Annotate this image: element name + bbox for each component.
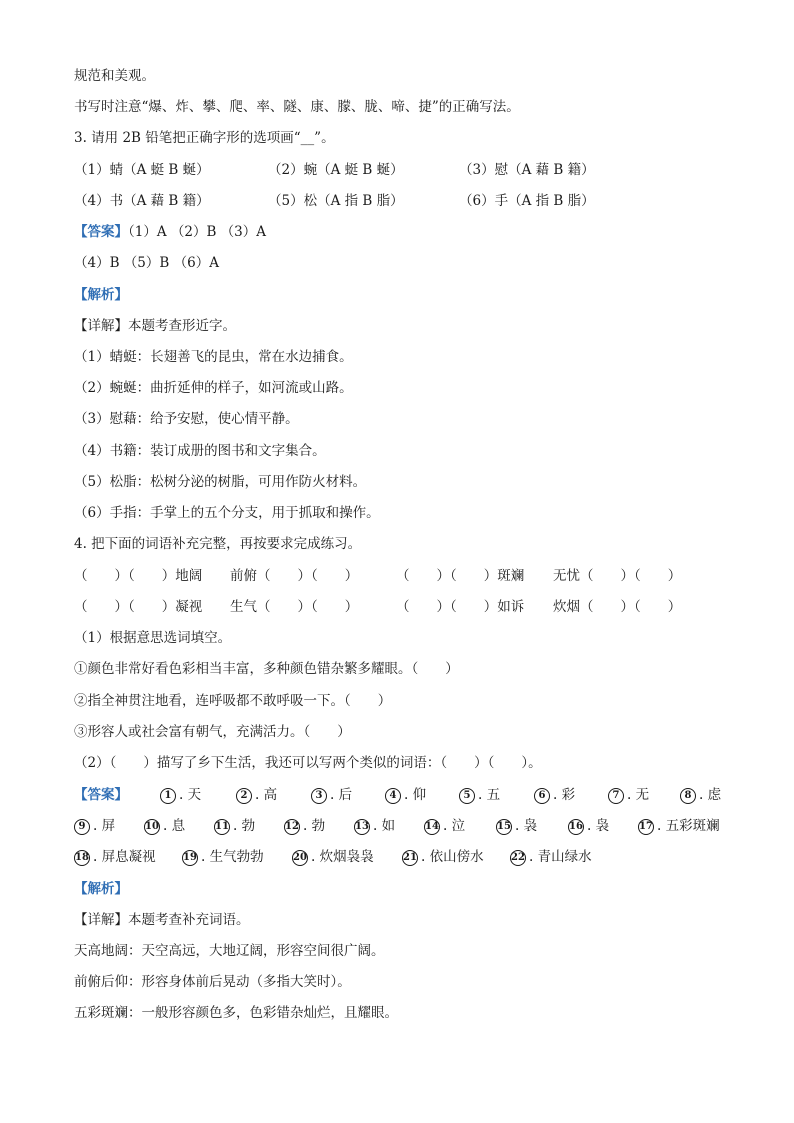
circled-number: 11 [214, 819, 230, 835]
answer-tag: 【答案】 [74, 224, 128, 240]
detail-tag: 【详解】 [74, 318, 128, 334]
q4-sentence: ②指全神贯注地看，连呼吸都不敢呼吸一下。（ ） [74, 693, 392, 709]
circled-number: 9 [74, 819, 90, 835]
q4-blank-word: （ ）（ ）如诉 [396, 599, 525, 615]
answer-word: . 五彩斑斓 [657, 818, 720, 834]
answer-word: . 青山绿水 [529, 849, 592, 865]
q4-blank-word: 前俯（ ）（ ） [230, 568, 359, 584]
circled-number: 5 [459, 788, 475, 804]
q4-sentence: ③形容人或社会富有朝气，充满活力。（ ） [74, 724, 351, 740]
answer-word: . 仰 [404, 787, 427, 803]
circled-number: 1 [160, 788, 176, 804]
answer-item [292, 848, 374, 866]
circled-number: 20 [292, 850, 308, 866]
answer-item [284, 817, 325, 835]
circled-number: 17 [638, 819, 654, 835]
answer-item [311, 786, 352, 804]
q4-detail [74, 911, 250, 929]
circled-number: 19 [182, 850, 198, 866]
answer-item [214, 817, 255, 835]
answer-word: . 屏 [93, 818, 116, 834]
answer-item [568, 817, 609, 835]
detail-line: 前俯后仰：形容身体前后晃动（多指大笑时）。 [74, 974, 351, 990]
q4-blank-word: （ ）（ ）斑斓 [396, 568, 525, 584]
answer-item [459, 786, 500, 804]
circled-number: 6 [534, 788, 550, 804]
detail-line: （5）松脂：松树分泌的树脂，可用作防火材料。 [74, 474, 367, 490]
q4-blank-word: 生气（ ）（ ） [230, 599, 359, 615]
answer-word: . 彩 [553, 787, 576, 803]
circled-number: 3 [311, 788, 327, 804]
detail-line: 天高地阔：天空高远，大地辽阔，形容空间很广阔。 [74, 943, 385, 959]
q4-blank-word: （ ）（ ）凝视 [74, 599, 203, 615]
circled-number: 18 [74, 850, 90, 866]
answer-word: . 天 [179, 787, 202, 803]
answer-item [144, 817, 185, 835]
q3-option: （1）蜻（A 蜓 B 蜒） [74, 162, 210, 178]
answer-tag: 【答案】 [74, 787, 128, 803]
answer-item [385, 786, 426, 804]
q4-sentence: ①颜色非常好看色彩相当丰富，多种颜色错杂繁多耀眼。（ ） [74, 661, 459, 677]
circled-number: 7 [608, 788, 624, 804]
detail-line: （4）书籍：装订成册的图书和文字集合。 [74, 443, 326, 459]
answer-word: . 后 [330, 787, 353, 803]
circled-number: 13 [354, 819, 370, 835]
circled-number: 8 [680, 788, 696, 804]
answer-item [354, 817, 395, 835]
answer-word: . 袅 [515, 818, 538, 834]
q3-answer-line-2: （4）B （5）B （6）A [74, 255, 219, 271]
detail-tag: 【详解】 [74, 912, 128, 928]
answer-word: . 高 [255, 787, 278, 803]
question-4-stem: 4. 把下面的词语补充完整，再按要求完成练习。 [74, 536, 362, 552]
answer-word: . 如 [373, 818, 396, 834]
answer-item [496, 817, 537, 835]
q3-option: （4）书（A 藉 B 籍） [74, 193, 210, 209]
answer-word: . 袅 [587, 818, 610, 834]
question-3-stem: 3. 请用 2B 铅笔把正确字形的选项画“__”。 [74, 130, 335, 146]
answer-word: . 泣 [443, 818, 466, 834]
answer-word: . 无 [627, 787, 650, 803]
text-line: 书写时注意“爆、炸、攀、爬、率、隧、康、朦、胧、啼、捷”的正确写法。 [74, 99, 520, 115]
answer-item [510, 848, 592, 866]
circled-number: 2 [236, 788, 252, 804]
q4-blank-word: 无忧（ ）（ ） [553, 568, 682, 584]
detail-line: （1）蜻蜓：长翅善飞的昆虫，常在水边捕食。 [74, 349, 353, 365]
answer-word: . 炊烟袅袅 [311, 849, 374, 865]
answer-item [638, 817, 720, 835]
answer-word: . 虑 [699, 787, 722, 803]
analysis-tag: 【解析】 [74, 881, 128, 897]
q4-sub-question-1: （1）根据意思选词填空。 [74, 630, 232, 646]
circled-number: 16 [568, 819, 584, 835]
answer-item [608, 786, 649, 804]
answer-item [160, 786, 201, 804]
detail-intro: 本题考查形近字。 [128, 318, 236, 334]
answer-word: . 息 [163, 818, 186, 834]
circled-number: 10 [144, 819, 160, 835]
detail-line: 五彩斑斓：一般形容颜色多，色彩错杂灿烂，且耀眼。 [74, 1005, 398, 1021]
q3-option: （5）松（A 指 B 脂） [268, 193, 404, 209]
answer-word: . 生气勃勃 [201, 849, 264, 865]
answer-word: . 五 [478, 787, 501, 803]
circled-number: 4 [385, 788, 401, 804]
analysis-tag: 【解析】 [74, 287, 128, 303]
circled-number: 15 [496, 819, 512, 835]
answer-word: . 屏息凝视 [93, 849, 156, 865]
detail-line: （2）蜿蜒：曲折延伸的样子，如河流或山路。 [74, 380, 353, 396]
q3-option: （2）蜿（A 蜓 B 蜒） [268, 162, 404, 178]
answer-item [424, 817, 465, 835]
text-line: 规范和美观。 [74, 68, 155, 84]
q3-option: （3）慰（A 藉 B 籍） [459, 162, 595, 178]
answer-item [74, 817, 115, 835]
q3-detail [74, 317, 236, 335]
q4-blank-word: 炊烟（ ）（ ） [553, 599, 682, 615]
answer-text: （1）A （2）B （3）A [128, 224, 267, 240]
answer-item [402, 848, 484, 866]
answer-item [182, 848, 264, 866]
detail-intro: 本题考查补充词语。 [128, 912, 250, 928]
answer-word: . 依山傍水 [421, 849, 484, 865]
q4-sub-question-2: （2）（ ）描写了乡下生活，我还可以写两个类似的词语：（ ）（ ）。 [74, 755, 542, 771]
answer-item [534, 786, 575, 804]
answer-item [74, 848, 156, 866]
circled-number: 14 [424, 819, 440, 835]
answer-word: . 勃 [303, 818, 326, 834]
detail-line: （6）手指：手掌上的五个分支，用于抓取和操作。 [74, 505, 380, 521]
answer-word: . 勃 [233, 818, 256, 834]
circled-number: 22 [510, 850, 526, 866]
q3-answer [74, 223, 266, 241]
circled-number: 21 [402, 850, 418, 866]
q4-blank-word: （ ）（ ）地阔 [74, 568, 203, 584]
answer-item [680, 786, 721, 804]
q3-option: （6）手（A 指 B 脂） [459, 193, 595, 209]
circled-number: 12 [284, 819, 300, 835]
answer-item [236, 786, 277, 804]
detail-line: （3）慰藉：给予安慰，使心情平静。 [74, 411, 299, 427]
